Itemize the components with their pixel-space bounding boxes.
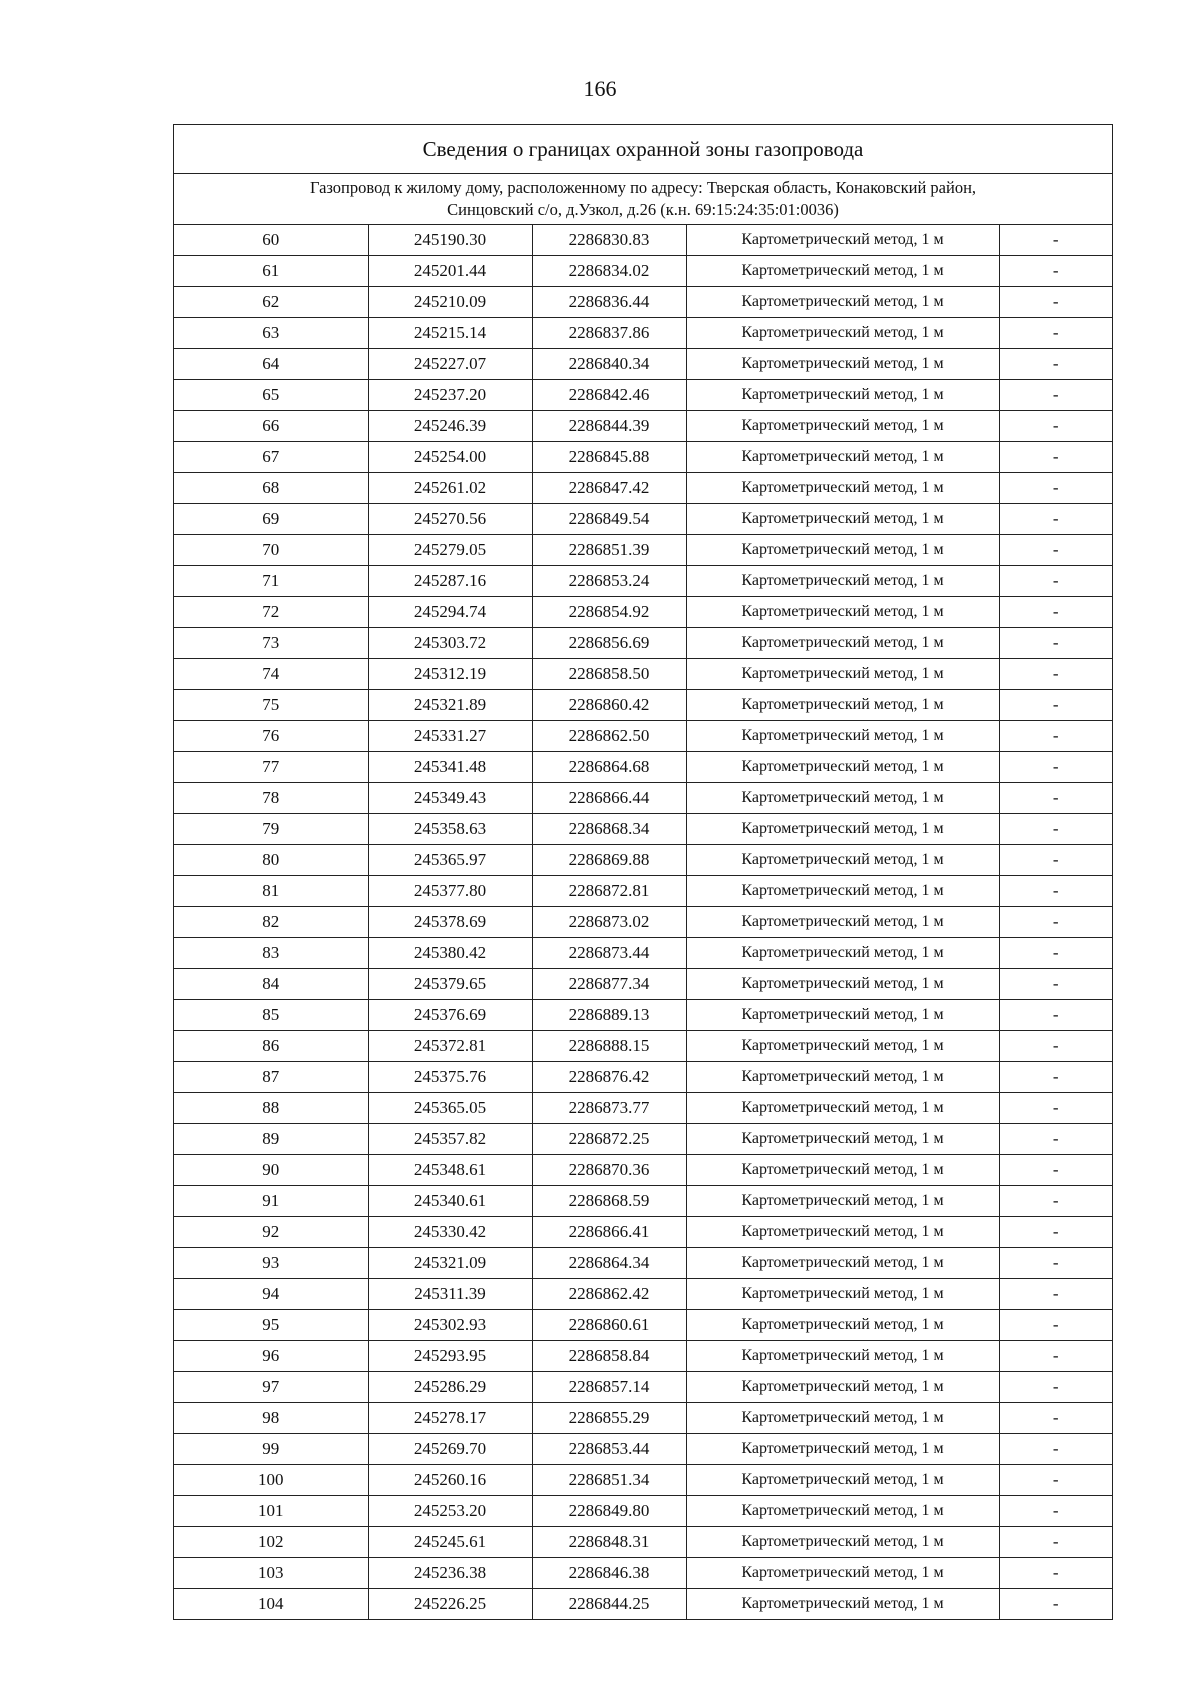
method-cell: Картометрический метод, 1 м (686, 1000, 999, 1031)
table-row (174, 597, 1112, 628)
note-cell: - (999, 1403, 1112, 1434)
x-coordinate-cell: 245303.72 (368, 628, 532, 659)
table-row (174, 442, 1112, 473)
table-row (174, 318, 1112, 349)
point-number-cell: 74 (174, 659, 368, 690)
note-cell: - (999, 535, 1112, 566)
x-coordinate-cell: 245372.81 (368, 1031, 532, 1062)
table-row (174, 690, 1112, 721)
table-row (174, 1124, 1112, 1155)
point-number-cell: 91 (174, 1186, 368, 1217)
table-row (174, 1062, 1112, 1093)
method-cell: Картометрический метод, 1 м (686, 1341, 999, 1372)
table-row (174, 1465, 1112, 1496)
method-cell: Картометрический метод, 1 м (686, 1279, 999, 1310)
x-coordinate-cell: 245294.74 (368, 597, 532, 628)
note-cell: - (999, 1155, 1112, 1186)
method-cell: Картометрический метод, 1 м (686, 1310, 999, 1341)
method-cell: Картометрический метод, 1 м (686, 1031, 999, 1062)
x-coordinate-cell: 245349.43 (368, 783, 532, 814)
table-row (174, 504, 1112, 535)
y-coordinate-cell: 2286860.42 (532, 690, 686, 721)
note-cell: - (999, 1527, 1112, 1558)
method-cell: Картометрический метод, 1 м (686, 783, 999, 814)
table-row (174, 380, 1112, 411)
note-cell: - (999, 1589, 1112, 1620)
x-coordinate-cell: 245376.69 (368, 1000, 532, 1031)
method-cell: Картометрический метод, 1 м (686, 442, 999, 473)
method-cell: Картометрический метод, 1 м (686, 1124, 999, 1155)
method-cell: Картометрический метод, 1 м (686, 411, 999, 442)
note-cell: - (999, 690, 1112, 721)
x-coordinate-cell: 245340.61 (368, 1186, 532, 1217)
note-cell: - (999, 597, 1112, 628)
method-cell: Картометрический метод, 1 м (686, 597, 999, 628)
y-coordinate-cell: 2286848.31 (532, 1527, 686, 1558)
note-cell: - (999, 1217, 1112, 1248)
point-number-cell: 99 (174, 1434, 368, 1465)
point-number-cell: 89 (174, 1124, 368, 1155)
y-coordinate-cell: 2286872.25 (532, 1124, 686, 1155)
method-cell: Картометрический метод, 1 м (686, 876, 999, 907)
method-cell: Картометрический метод, 1 м (686, 721, 999, 752)
point-number-cell: 63 (174, 318, 368, 349)
method-cell: Картометрический метод, 1 м (686, 907, 999, 938)
point-number-cell: 76 (174, 721, 368, 752)
note-cell: - (999, 783, 1112, 814)
point-number-cell: 73 (174, 628, 368, 659)
point-number-cell: 82 (174, 907, 368, 938)
x-coordinate-cell: 245311.39 (368, 1279, 532, 1310)
x-coordinate-cell: 245302.93 (368, 1310, 532, 1341)
method-cell: Картометрический метод, 1 м (686, 1062, 999, 1093)
y-coordinate-cell: 2286851.39 (532, 535, 686, 566)
y-coordinate-cell: 2286869.88 (532, 845, 686, 876)
point-number-cell: 103 (174, 1558, 368, 1589)
page-number: 166 (583, 76, 617, 101)
y-coordinate-cell: 2286873.44 (532, 938, 686, 969)
x-coordinate-cell: 245293.95 (368, 1341, 532, 1372)
note-cell: - (999, 876, 1112, 907)
x-coordinate-cell: 245286.29 (368, 1372, 532, 1403)
y-coordinate-cell: 2286877.34 (532, 969, 686, 1000)
method-cell: Картометрический метод, 1 м (686, 535, 999, 566)
point-number-cell: 68 (174, 473, 368, 504)
note-cell: - (999, 1124, 1112, 1155)
point-number-cell: 100 (174, 1465, 368, 1496)
method-cell: Картометрический метод, 1 м (686, 287, 999, 318)
x-coordinate-cell: 245377.80 (368, 876, 532, 907)
y-coordinate-cell: 2286872.81 (532, 876, 686, 907)
x-coordinate-cell: 245331.27 (368, 721, 532, 752)
x-coordinate-cell: 245321.89 (368, 690, 532, 721)
x-coordinate-cell: 245287.16 (368, 566, 532, 597)
point-number-cell: 90 (174, 1155, 368, 1186)
method-cell: Картометрический метод, 1 м (686, 1465, 999, 1496)
y-coordinate-cell: 2286840.34 (532, 349, 686, 380)
y-coordinate-cell: 2286888.15 (532, 1031, 686, 1062)
point-number-cell: 93 (174, 1248, 368, 1279)
y-coordinate-cell: 2286868.59 (532, 1186, 686, 1217)
method-cell: Картометрический метод, 1 м (686, 225, 999, 256)
note-cell: - (999, 411, 1112, 442)
point-number-cell: 83 (174, 938, 368, 969)
point-number-cell: 104 (258, 1594, 284, 1613)
x-coordinate-cell: 245227.07 (368, 349, 532, 380)
table-row (174, 876, 1112, 907)
point-number-cell: 64 (174, 349, 368, 380)
y-coordinate-cell: 2286876.42 (532, 1062, 686, 1093)
point-number-cell: 84 (174, 969, 368, 1000)
table-row (174, 225, 1112, 256)
table-row (174, 1496, 1112, 1527)
method-cell: Картометрический метод, 1 м (686, 690, 999, 721)
x-coordinate-cell: 245357.82 (368, 1124, 532, 1155)
x-coordinate-cell: 245226.25 (368, 1589, 532, 1620)
x-coordinate-cell: 245365.05 (368, 1093, 532, 1124)
note-cell: - (999, 287, 1112, 318)
x-coordinate-cell: 245246.39 (368, 411, 532, 442)
method-cell: Картометрический метод, 1 м (686, 628, 999, 659)
table-row (174, 1031, 1112, 1062)
point-number-cell: 94 (174, 1279, 368, 1310)
point-number-cell: 88 (174, 1093, 368, 1124)
method-cell: Картометрический метод, 1 м (686, 1155, 999, 1186)
point-number-cell: 71 (174, 566, 368, 597)
note-cell: - (999, 1310, 1112, 1341)
subtitle-line-1: Газопровод к жилому дому, расположенному по адресу: Тверская область, Конаковский район, (309, 178, 977, 197)
note-cell: - (999, 721, 1112, 752)
x-coordinate-cell: 245261.02 (368, 473, 532, 504)
point-number-cell: 78 (174, 783, 368, 814)
table-row (174, 721, 1112, 752)
method-cell: Картометрический метод, 1 м (686, 1496, 999, 1527)
point-number-cell: 85 (174, 1000, 368, 1031)
subtitle-line-2: Синцовский с/о, д.Узкол, д.26 (к.н. 69:15:24:35:01:0036) (447, 200, 839, 219)
method-cell: Картометрический метод, 1 м (686, 1217, 999, 1248)
note-cell: - (999, 1558, 1112, 1589)
x-coordinate-cell: 245341.48 (368, 752, 532, 783)
note-cell: - (999, 659, 1112, 690)
boundary-table-sheet (173, 124, 1113, 1620)
point-number-cell: 86 (174, 1031, 368, 1062)
point-number-cell: 96 (174, 1341, 368, 1372)
table-row (174, 1217, 1112, 1248)
document-title: Сведения о границах охранной зоны газопровода (174, 125, 1112, 174)
point-number-cell: 95 (174, 1310, 368, 1341)
x-coordinate-cell: 245245.61 (368, 1527, 532, 1558)
note-cell: - (999, 1031, 1112, 1062)
note-cell: - (999, 442, 1112, 473)
table-row (174, 1434, 1112, 1465)
y-coordinate-cell: 2286845.88 (532, 442, 686, 473)
table-row (174, 1403, 1112, 1434)
x-coordinate-cell: 245375.76 (368, 1062, 532, 1093)
method-cell: Картометрический метод, 1 м (686, 380, 999, 411)
x-coordinate-cell: 245210.09 (368, 287, 532, 318)
point-number-cell: 67 (174, 442, 368, 473)
table-row (174, 411, 1112, 442)
x-coordinate-cell: 245312.19 (368, 659, 532, 690)
method-cell: Картометрический метод, 1 м (686, 1248, 999, 1279)
point-number-cell: 97 (174, 1372, 368, 1403)
method-cell: Картометрический метод, 1 м (686, 1558, 999, 1589)
x-coordinate-cell: 245279.05 (368, 535, 532, 566)
table-row (174, 1341, 1112, 1372)
note-cell: - (999, 380, 1112, 411)
table-row (174, 1527, 1112, 1558)
y-coordinate-cell: 2286834.02 (532, 256, 686, 287)
note-cell: - (999, 814, 1112, 845)
table-row (174, 969, 1112, 1000)
x-coordinate-cell: 245330.42 (368, 1217, 532, 1248)
note-cell: - (999, 225, 1112, 256)
table-row (174, 814, 1112, 845)
point-number-cell: 66 (174, 411, 368, 442)
x-coordinate-cell: 245380.42 (368, 938, 532, 969)
note-cell: - (999, 628, 1112, 659)
method-cell: Картометрический метод, 1 м (686, 752, 999, 783)
coordinates-table-body (174, 225, 1112, 1619)
note-cell: - (999, 907, 1112, 938)
note-cell: - (999, 1372, 1112, 1403)
note-cell: - (999, 1496, 1112, 1527)
x-coordinate-cell: 245236.38 (368, 1558, 532, 1589)
y-coordinate-cell: 2286830.83 (532, 225, 686, 256)
note-cell: - (999, 349, 1112, 380)
method-cell: Картометрический метод, 1 м (686, 1527, 999, 1558)
point-number-cell: 77 (174, 752, 368, 783)
note-cell: - (999, 938, 1112, 969)
point-number-cell: 70 (174, 535, 368, 566)
x-coordinate-cell: 245379.65 (368, 969, 532, 1000)
x-coordinate-cell: 245321.09 (368, 1248, 532, 1279)
method-cell: Картометрический метод, 1 м (686, 938, 999, 969)
table-row (174, 907, 1112, 938)
x-coordinate-cell: 245215.14 (368, 318, 532, 349)
y-coordinate-cell: 2286862.50 (532, 721, 686, 752)
note-cell: - (999, 318, 1112, 349)
method-cell: Картометрический метод, 1 м (686, 1372, 999, 1403)
y-coordinate-cell: 2286855.29 (532, 1403, 686, 1434)
point-number-cell: 75 (174, 690, 368, 721)
note-cell: - (999, 473, 1112, 504)
table-row (174, 535, 1112, 566)
point-number-cell: 98 (174, 1403, 368, 1434)
method-cell: Картометрический метод, 1 м (686, 814, 999, 845)
note-cell: - (999, 1434, 1112, 1465)
point-number-cell: 72 (174, 597, 368, 628)
method-cell: Картометрический метод, 1 м (686, 566, 999, 597)
method-cell: Картометрический метод, 1 м (686, 318, 999, 349)
table-row (174, 1279, 1112, 1310)
note-cell: - (999, 845, 1112, 876)
y-coordinate-cell: 2286857.14 (532, 1372, 686, 1403)
method-cell: Картометрический метод, 1 м (686, 1589, 999, 1620)
x-coordinate-cell: 245201.44 (368, 256, 532, 287)
y-coordinate-cell: 2286873.02 (532, 907, 686, 938)
table-row (174, 659, 1112, 690)
note-cell: - (999, 752, 1112, 783)
point-number-cell: 62 (174, 287, 368, 318)
table-row (174, 1310, 1112, 1341)
point-number-cell: 87 (174, 1062, 368, 1093)
x-coordinate-cell: 245237.20 (368, 380, 532, 411)
y-coordinate-cell: 2286860.61 (532, 1310, 686, 1341)
method-cell: Картометрический метод, 1 м (686, 659, 999, 690)
x-coordinate-cell: 245269.70 (368, 1434, 532, 1465)
table-row (174, 1155, 1112, 1186)
y-coordinate-cell: 2286868.34 (532, 814, 686, 845)
table-row (174, 1000, 1112, 1031)
method-cell: Картометрический метод, 1 м (686, 1186, 999, 1217)
y-coordinate-cell: 2286849.80 (532, 1496, 686, 1527)
note-cell: - (999, 504, 1112, 535)
table-row (174, 349, 1112, 380)
table-row (174, 783, 1112, 814)
note-cell: - (999, 1465, 1112, 1496)
table-row (174, 1248, 1112, 1279)
y-coordinate-cell: 2286847.42 (532, 473, 686, 504)
y-coordinate-cell: 2286873.77 (532, 1093, 686, 1124)
y-coordinate-cell: 2286844.25 (532, 1589, 686, 1620)
y-coordinate-cell: 2286851.34 (532, 1465, 686, 1496)
note-cell: - (999, 1000, 1112, 1031)
table-row (174, 1558, 1112, 1589)
note-cell: - (999, 566, 1112, 597)
y-coordinate-cell: 2286858.84 (532, 1341, 686, 1372)
method-cell: Картометрический метод, 1 м (686, 845, 999, 876)
y-coordinate-cell: 2286866.41 (532, 1217, 686, 1248)
y-coordinate-cell: 2286858.50 (532, 659, 686, 690)
table-row (174, 938, 1112, 969)
point-number-cell: 80 (174, 845, 368, 876)
point-number-cell: 60 (174, 225, 368, 256)
table-row (174, 1093, 1112, 1124)
method-cell: Картометрический метод, 1 м (686, 1403, 999, 1434)
x-coordinate-cell: 245358.63 (368, 814, 532, 845)
point-number-cell: 101 (174, 1496, 368, 1527)
coordinates-table (174, 225, 1112, 1619)
table-row (174, 752, 1112, 783)
y-coordinate-cell: 2286846.38 (532, 1558, 686, 1589)
y-coordinate-cell: 2286844.39 (532, 411, 686, 442)
y-coordinate-cell: 2286862.42 (532, 1279, 686, 1310)
method-cell: Картометрический метод, 1 м (686, 256, 999, 287)
document-subtitle (174, 174, 1112, 225)
note-cell: - (999, 1279, 1112, 1310)
x-coordinate-cell: 245348.61 (368, 1155, 532, 1186)
table-row (174, 1589, 1112, 1620)
table-row (174, 473, 1112, 504)
point-number-cell: 81 (174, 876, 368, 907)
x-coordinate-cell: 245253.20 (368, 1496, 532, 1527)
y-coordinate-cell: 2286864.34 (532, 1248, 686, 1279)
table-row (174, 256, 1112, 287)
y-coordinate-cell: 2286842.46 (532, 380, 686, 411)
x-coordinate-cell: 245254.00 (368, 442, 532, 473)
x-coordinate-cell: 245278.17 (368, 1403, 532, 1434)
y-coordinate-cell: 2286837.86 (532, 318, 686, 349)
table-row (174, 287, 1112, 318)
table-row (174, 628, 1112, 659)
x-coordinate-cell: 245190.30 (368, 225, 532, 256)
note-cell: - (999, 1186, 1112, 1217)
x-coordinate-cell: 245365.97 (368, 845, 532, 876)
x-coordinate-cell: 245260.16 (368, 1465, 532, 1496)
table-row (174, 1186, 1112, 1217)
x-coordinate-cell: 245270.56 (368, 504, 532, 535)
method-cell: Картометрический метод, 1 м (686, 969, 999, 1000)
method-cell: Картометрический метод, 1 м (686, 1434, 999, 1465)
note-cell: - (999, 969, 1112, 1000)
method-cell: Картометрический метод, 1 м (686, 504, 999, 535)
x-coordinate-cell: 245378.69 (368, 907, 532, 938)
method-cell: Картометрический метод, 1 м (686, 1093, 999, 1124)
y-coordinate-cell: 2286866.44 (532, 783, 686, 814)
note-cell: - (999, 1062, 1112, 1093)
y-coordinate-cell: 2286853.24 (532, 566, 686, 597)
point-number-cell: 102 (174, 1527, 368, 1558)
y-coordinate-cell: 2286853.44 (532, 1434, 686, 1465)
y-coordinate-cell: 2286854.92 (532, 597, 686, 628)
note-cell: - (999, 1341, 1112, 1372)
method-cell: Картометрический метод, 1 м (686, 473, 999, 504)
note-cell: - (999, 1093, 1112, 1124)
point-number-cell: 61 (174, 256, 368, 287)
table-row (174, 845, 1112, 876)
point-number-cell: 69 (174, 504, 368, 535)
y-coordinate-cell: 2286889.13 (532, 1000, 686, 1031)
y-coordinate-cell: 2286856.69 (532, 628, 686, 659)
table-row (174, 1372, 1112, 1403)
point-number-cell: 79 (174, 814, 368, 845)
y-coordinate-cell: 2286870.36 (532, 1155, 686, 1186)
y-coordinate-cell: 2286864.68 (532, 752, 686, 783)
note-cell: - (999, 1248, 1112, 1279)
y-coordinate-cell: 2286836.44 (532, 287, 686, 318)
note-cell: - (999, 256, 1112, 287)
method-cell: Картометрический метод, 1 м (686, 349, 999, 380)
y-coordinate-cell: 2286849.54 (532, 504, 686, 535)
point-number-cell: 65 (174, 380, 368, 411)
table-row (174, 566, 1112, 597)
point-number-cell: 92 (174, 1217, 368, 1248)
